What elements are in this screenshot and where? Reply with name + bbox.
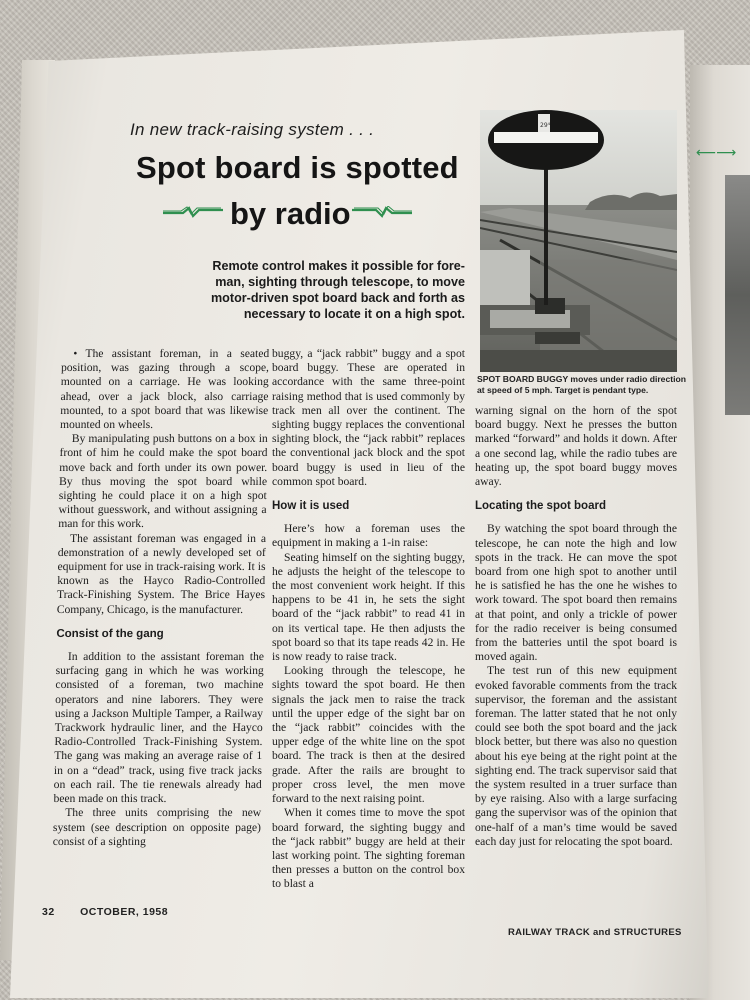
paragraph: The three units comprising the new system (see description on opposite page) consist of a sighting — [52, 806, 262, 848]
section-heading: Locating the spot board — [475, 500, 606, 513]
lightning-bolt-icon — [352, 206, 412, 218]
paragraph: warning signal on the horn of the spot board buggy. Next he presses the button marked “forward” and holds it down. After a one second lag, while the radio tubes are heating up, the spot board buggy moves away. — [475, 404, 677, 489]
paragraph: Seating himself on the sighting buggy, he adjusts the height of the telescope to the most convenient work height. If this happens to be 41 in, he sets the sight board of the “jack rabbit” to read 41 in on its vertical tape. He then adjusts the spot board so that its tape reads 42 in. He is now ready to raise track. — [272, 550, 465, 664]
page-footer — [42, 906, 168, 918]
deck-line: man, sighting through telescope, to move — [215, 275, 465, 289]
paragraph: buggy, a “jack rabbit” buggy and a spot board buggy. These are operated in accordance with the same three-point raising method that is used commonly by track men all over the continent. The sighting buggy replaces the conventional sighting block, the “jack rabbit” replaces the conventional jack block and the spot board buggy is used in lieu of the common spot board. — [272, 347, 465, 488]
spot-board-photo — [480, 110, 677, 372]
kicker: In new track-raising system . . . — [130, 120, 375, 139]
deck-subtitle — [140, 258, 465, 322]
page-title-line1: Spot board is spotted — [136, 150, 459, 185]
paragraph: In addition to the assistant foreman the surfacing gang in which he was working consisted of a foreman, two machine operators and nine laborers. They were using a Jackson Multiple Tamper, a Railway Trackwork hydraulic liner, and the Hayco Radio-Controlled Track-Finishing System. The gang was making an average raise of 1 in on a “dead” track, using five track jacks on each rail. The tie renewals already had been made on this track. — [53, 650, 265, 806]
paragraph: Looking through the telescope, he sights toward the spot board. He then signals the jack men to raise the track until the upper edge of the sight bar on the “jack rabbit” coincides with the upper edge of the white line on the spot board. The track is then at the desired grade. After the rails are brought to proper cross level, the men move forward to the next raising point. — [272, 664, 465, 806]
deck-line: motor-driven spot board back and forth as — [210, 291, 465, 305]
page-title-line2: by radio — [230, 196, 351, 231]
deck-line: Remote control makes it possible for fore- — [212, 259, 465, 273]
deck-line: necessary to locate it on a high spot. — [243, 307, 465, 321]
publication-name: RAILWAY TRACK and STRUCTURES — [508, 927, 682, 938]
page-number: 32 — [42, 906, 55, 918]
section-heading: How it is used — [272, 500, 350, 513]
article-column-3 — [475, 404, 677, 849]
facing-page-photo — [725, 175, 750, 415]
paragraph: Here’s how a foreman uses the equipment in making a 1-in raise: — [272, 522, 465, 550]
green-arrow-icon: ⟵⟶ — [696, 145, 737, 161]
paragraph: By manipulating push buttons on a box in front of him he could make the spot board move back and forth under its own power. By thus moving the spot board while sighting he could place it on a high spot without guesswork, and without assigning a man for this work. — [58, 432, 268, 531]
paragraph: When it comes time to move the spot board forward, the sighting buggy and the “jack rabbit” buggy are held at their last working point. The sighting foreman then presses a button on the control box to blast a — [272, 806, 465, 891]
section-heading: Consist of the gang — [56, 627, 164, 640]
article-column-1 — [53, 347, 270, 849]
paragraph: • The assistant foreman, in a seated position, was gazing through a scope, mounted on a carriage. He was looking ahead, over a jack block, also carriage mounted, to a spot board that was likewise mounted on wheels. — [59, 347, 270, 432]
paragraph: The assistant foreman was engaged in a demonstration of a newly developed set of equipment for use in track-raising work. It is known as the Hayco Radio-Controlled Track-Finishing System. The Brice Hayes Company, Chicago, is the manufacturer. — [56, 531, 267, 616]
lightning-bolt-icon — [163, 206, 223, 218]
spot-board-buggy-illustration — [480, 110, 677, 372]
photo-caption: SPOT BOARD BUGGY moves under radio direction at speed of 5 mph. Target is pendant type. — [477, 374, 686, 395]
sign-number: 29⁴ — [540, 122, 551, 129]
paragraph: The test run of this new equipment evoked favorable comments from the track supervisor, the foreman and the assistant foreman. The latter stated that he not only could see both the spot board and the jack block better, but there was also no question about his eye being at the right point at the sighting end. The track supervisor said that the system resulted in a truer surface than by eye raising. Also with a large surfacing gang the supervisor was of the opinion that one-half of a man’s time would be saved each day just for relocating the spot board. — [475, 664, 677, 848]
issue-date: OCTOBER, 1958 — [80, 906, 169, 918]
article-column-2 — [272, 347, 465, 892]
paragraph: By watching the spot board through the telescope, he can note the high and low spots in the track. He can move the spot board from one high spot to another until he is satisfied he has the one he wishes to work toward. The spot board then remains at that point, and only a trickle of power for the radio receiver is being consumed from the batteries until the spot board is moved again. — [475, 522, 677, 664]
